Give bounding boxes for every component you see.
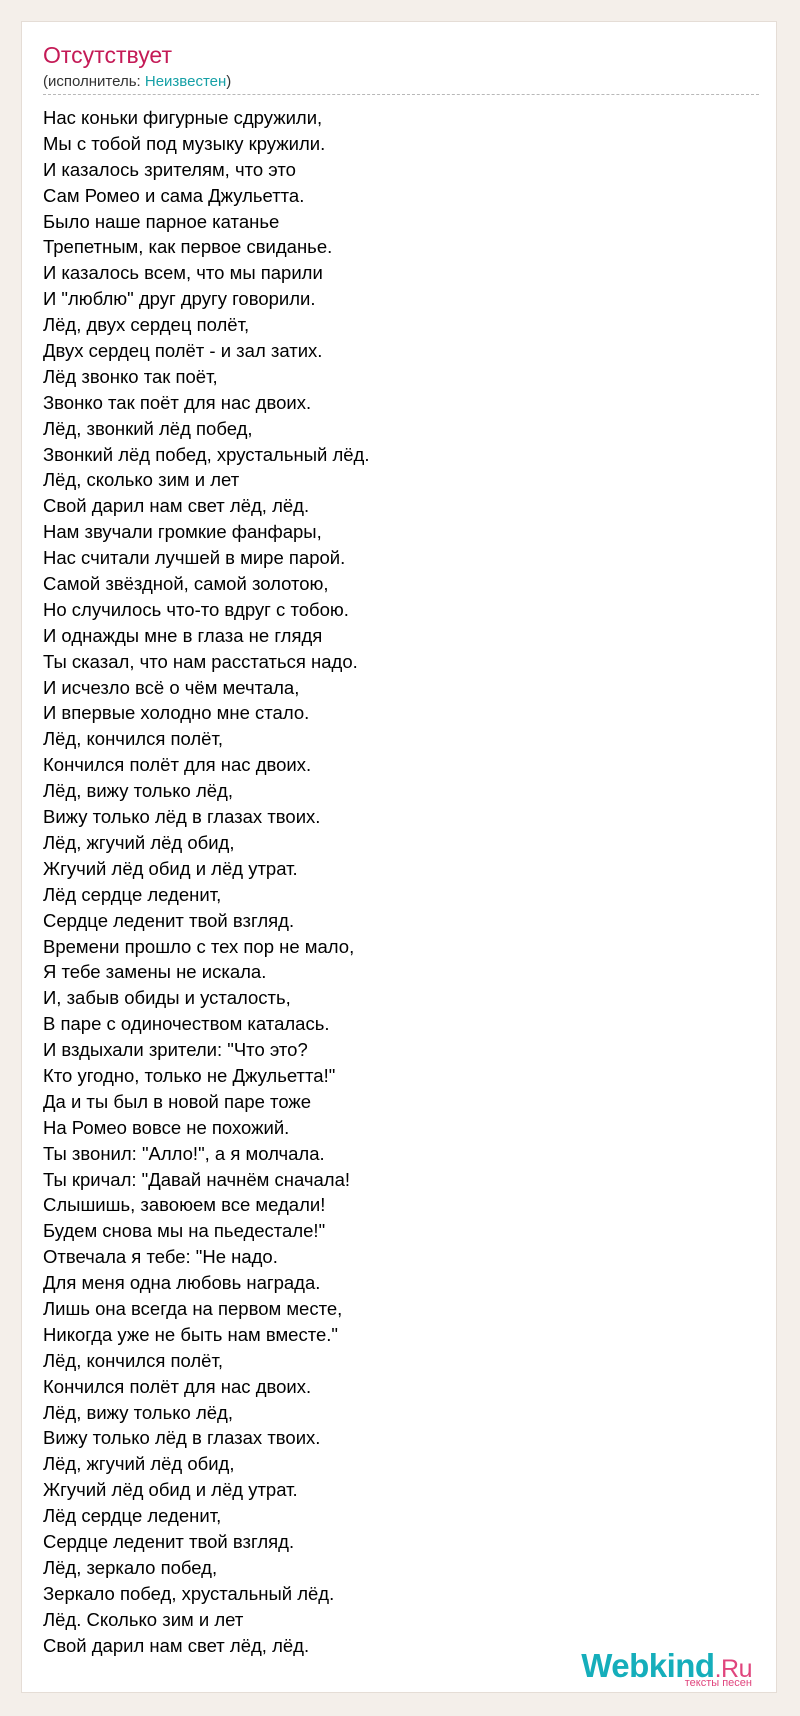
lyric-line: Вижу только лёд в глазах твоих.	[43, 806, 321, 828]
lyric-line: Кончился полёт для нас двоих.	[43, 1375, 312, 1397]
lyric-line: И впервые холодно мне стало.	[43, 702, 310, 724]
lyric-line: И "люблю" друг другу говорили.	[43, 288, 316, 310]
lyric-line: Лёд, жгучий лёд обид,	[43, 1453, 235, 1475]
lyric-line: Жгучий лёд обид и лёд утрат.	[43, 857, 298, 879]
lyric-line: И казалось всем, что мы парили	[43, 262, 323, 284]
artist-suffix: )	[226, 73, 232, 90]
lyric-line: Самой звёздной, самой золотою,	[43, 573, 329, 595]
lyric-line: Лёд, жгучий лёд обид,	[43, 831, 235, 853]
lyric-line: Было наше парное катанье	[43, 210, 280, 232]
lyric-line: Двух сердец полёт - и зал затих.	[43, 340, 323, 362]
lyric-line: Ты сказал, что нам расстаться надо.	[43, 650, 358, 672]
lyric-line: Свой дарил нам свет лёд, лёд.	[43, 1634, 310, 1656]
lyric-line: Жгучий лёд обид и лёд утрат.	[43, 1479, 298, 1501]
lyric-line: Трепетным, как первое свиданье.	[43, 236, 333, 258]
lyric-line: Зеркало побед, хрустальный лёд.	[43, 1582, 335, 1604]
lyric-line: Сердце леденит твой взгляд.	[43, 1530, 295, 1552]
song-title: Отсутствует	[43, 42, 172, 68]
lyric-line: Лёд сердце леденит,	[43, 883, 222, 905]
artist-link[interactable]: Неизвестен	[144, 73, 227, 90]
lyric-line: Лёд, вижу только лёд,	[43, 780, 233, 802]
lyric-line: Для меня одна любовь награда.	[43, 1272, 321, 1294]
lyric-line: Лёд, двух сердец полёт,	[43, 314, 250, 336]
lyric-line: Будем снова мы на пьедестале!"	[43, 1220, 326, 1242]
lyric-line: Свой дарил нам свет лёд, лёд.	[43, 495, 310, 517]
lyric-line: Лёд, кончился полёт,	[43, 728, 224, 750]
lyric-line: Лёд, звонкий лёд побед,	[43, 417, 253, 439]
lyric-line: Лёд, кончился полёт,	[43, 1349, 224, 1371]
lyric-line: Ты кричал: "Давай начнём сначала!	[43, 1168, 351, 1190]
lyric-line: Отвечала я тебе: "Не надо.	[43, 1246, 278, 1268]
lyric-line: Лишь она всегда на первом месте,	[43, 1297, 343, 1319]
lyric-line: Лёд звонко так поёт,	[43, 365, 218, 387]
lyric-line: Нас считали лучшей в мире парой.	[43, 547, 346, 569]
lyric-line: Лёд, вижу только лёд,	[43, 1401, 233, 1423]
lyric-line: И однажды мне в глаза не глядя	[43, 624, 323, 646]
lyric-line: Нам звучали громкие фанфары,	[43, 521, 322, 543]
lyric-line: Да и ты был в новой паре тоже	[43, 1090, 312, 1112]
lyric-line: И исчезло всё о чём мечтала,	[43, 676, 300, 698]
lyrics-body	[43, 105, 370, 1658]
divider	[43, 94, 759, 95]
lyric-line: И казалось зрителям, что это	[43, 158, 296, 180]
lyric-line: Слышишь, завоюем все медали!	[43, 1194, 326, 1216]
lyric-line: Лёд. Сколько зим и лет	[43, 1608, 244, 1630]
lyrics-card	[21, 21, 777, 1693]
lyric-line: И вздыхали зрители: "Что это?	[43, 1039, 308, 1061]
logo-brand: Webkind	[581, 1647, 715, 1684]
lyric-line: Лёд сердце леденит,	[43, 1505, 222, 1527]
lyric-line: Кончился полёт для нас двоих.	[43, 754, 312, 776]
logo-tld: .Ru	[714, 1655, 752, 1683]
lyric-line: Кто угодно, только не Джульетта!"	[43, 1064, 336, 1086]
lyric-line: И, забыв обиды и усталость,	[43, 987, 291, 1009]
lyric-line: Времени прошло с тех пор не мало,	[43, 935, 355, 957]
artist-prefix: (исполнитель:	[43, 73, 145, 90]
lyric-line: Но случилось что-то вдруг с тобою.	[43, 598, 349, 620]
lyric-line: Нас коньки фигурные сдружили,	[43, 107, 323, 128]
lyric-line: Мы с тобой под музыку кружили.	[43, 132, 326, 154]
lyric-line: Лёд, зеркало побед,	[43, 1556, 218, 1578]
logo-tagline: тексты песен	[684, 1677, 752, 1689]
lyric-line: В паре с одиночеством каталась.	[43, 1013, 330, 1035]
lyric-line: Ты звонил: "Алло!", а я молчала.	[43, 1142, 325, 1164]
lyric-line: Сердце леденит твой взгляд.	[43, 909, 295, 931]
lyric-line: Звонко так поёт для нас двоих.	[43, 391, 312, 413]
lyric-line: Лёд, сколько зим и лет	[43, 469, 240, 491]
lyric-line: Вижу только лёд в глазах твоих.	[43, 1427, 321, 1449]
lyric-line: Сам Ромео и сама Джульетта.	[43, 184, 305, 206]
lyric-line: На Ромео вовсе не похожий.	[43, 1116, 290, 1138]
webkind-logo[interactable]	[552, 1649, 752, 1689]
lyric-line: Никогда уже не быть нам вместе."	[43, 1323, 338, 1345]
artist-line	[43, 73, 231, 90]
lyric-line: Я тебе замены не искала.	[43, 961, 267, 983]
lyric-line: Звонкий лёд побед, хрустальный лёд.	[43, 443, 370, 465]
